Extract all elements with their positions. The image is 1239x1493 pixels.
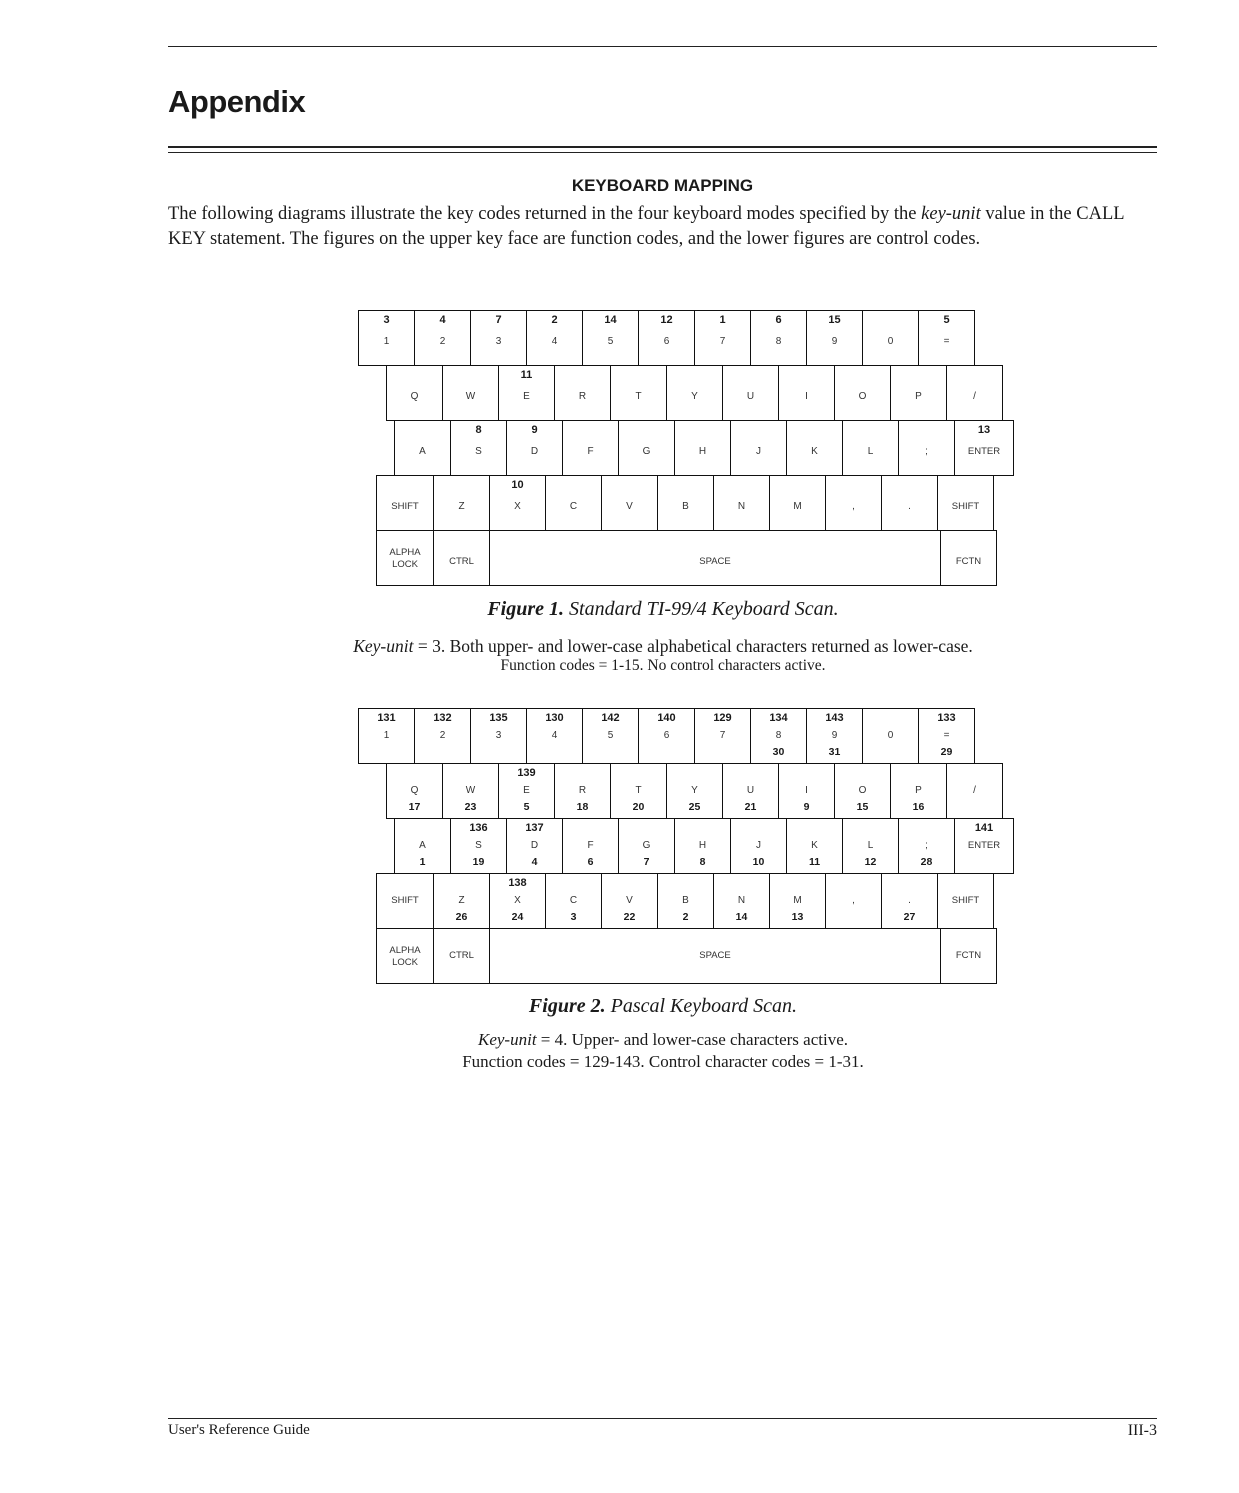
key-legend: 8 — [775, 730, 782, 741]
keyboard-mapping-heading: KEYBOARD MAPPING — [571, 176, 754, 195]
key-legend: T — [635, 785, 642, 796]
key-q — [386, 763, 443, 819]
key-s — [450, 420, 507, 476]
control-code: 30 — [772, 746, 785, 758]
key-u — [722, 763, 779, 819]
key-legend: ALPHA LOCK — [389, 944, 421, 968]
key-0 — [862, 708, 919, 764]
key-s — [450, 818, 507, 874]
control-code: 18 — [576, 801, 589, 813]
figure-1-caption — [168, 598, 1158, 621]
key-legend: 7 — [719, 730, 726, 741]
control-code: 2 — [682, 911, 689, 923]
function-code: 5 — [943, 314, 950, 326]
key-t — [610, 365, 667, 421]
key-u — [722, 365, 779, 421]
key-legend: V — [626, 501, 633, 512]
key-legend: , — [852, 895, 855, 906]
key-legend: J — [756, 446, 761, 457]
key-b — [657, 475, 714, 531]
key-space — [489, 530, 941, 586]
function-code: 141 — [974, 822, 994, 834]
function-code: 13 — [977, 424, 991, 436]
figure-2-keyunit: Key-unit — [478, 1030, 537, 1049]
function-code: 2 — [551, 314, 558, 326]
key-legend: U — [746, 391, 755, 402]
key-legend: = — [943, 336, 950, 347]
control-code: 8 — [699, 856, 706, 868]
key-legend: S — [475, 446, 482, 457]
control-code: 28 — [920, 856, 933, 868]
control-code: 11 — [808, 856, 821, 868]
key-p — [890, 365, 947, 421]
key-7 — [694, 310, 751, 366]
key-4 — [526, 708, 583, 764]
key-3 — [470, 310, 527, 366]
function-code: 129 — [713, 712, 732, 724]
key-9 — [806, 310, 863, 366]
key-space — [489, 928, 941, 984]
key-alpha-lock — [376, 530, 434, 586]
title-rule-thin — [168, 152, 1157, 153]
control-code: 19 — [472, 856, 485, 868]
key-legend: K — [811, 446, 818, 457]
footer-guide-title: User's Reference Guide — [168, 1422, 310, 1438]
key-b — [657, 873, 714, 929]
key-enter — [954, 420, 1014, 476]
figure-1-desc-rest: = 3. Both upper- and lower-case alphabetical characters returned as lower-case. — [413, 636, 973, 656]
function-code: 130 — [545, 712, 564, 724]
key-legend: Z — [458, 895, 465, 906]
key-legend: 0 — [887, 336, 894, 347]
key-j — [730, 818, 787, 874]
control-code: 7 — [643, 856, 650, 868]
control-code: 1 — [419, 856, 426, 868]
key-legend: 5 — [607, 730, 614, 741]
key-legend: V — [626, 895, 633, 906]
key-legend: ; — [925, 446, 928, 457]
key-legend: 2 — [439, 730, 446, 741]
control-code: 27 — [903, 911, 916, 923]
control-code: 17 — [408, 801, 421, 813]
key-i — [778, 763, 835, 819]
function-code: 134 — [769, 712, 788, 724]
control-code: 21 — [744, 801, 757, 813]
key-legend: Z — [458, 501, 465, 512]
key-5 — [582, 310, 639, 366]
key-c — [545, 873, 602, 929]
key-legend: C — [569, 501, 578, 512]
control-code: 9 — [803, 801, 810, 813]
control-code: 20 — [632, 801, 645, 813]
figure-1-label: Figure 1. — [487, 598, 565, 620]
key-8 — [750, 708, 807, 764]
key-w — [442, 763, 499, 819]
key-shift — [937, 475, 994, 531]
intro-text-2: value in the CALL KEY statement. The figures on the upper key face are function codes, and the lower figures are control codes. — [168, 204, 1124, 249]
key-alpha-lock — [376, 928, 434, 984]
key-9 — [806, 708, 863, 764]
control-code: 15 — [856, 801, 869, 813]
key-legend: I — [805, 785, 808, 796]
key-legend: F — [587, 446, 594, 457]
key-legend: ENTER — [967, 840, 1001, 851]
key-y — [666, 763, 723, 819]
control-code: 6 — [587, 856, 594, 868]
key-k — [786, 420, 843, 476]
key-legend: FCTN — [955, 950, 982, 961]
key-legend: O — [858, 785, 867, 796]
control-code: 16 — [912, 801, 925, 813]
key-legend: H — [698, 446, 707, 457]
key-legend: Q — [410, 785, 419, 796]
control-code: 23 — [464, 801, 477, 813]
key-5 — [582, 708, 639, 764]
control-code: 5 — [523, 801, 530, 813]
function-code: 138 — [508, 877, 527, 889]
key-d — [506, 420, 563, 476]
key-legend: N — [737, 501, 746, 512]
control-code: 13 — [791, 911, 804, 923]
key-legend: X — [514, 895, 521, 906]
key-symbol — [881, 475, 938, 531]
key-legend: F — [587, 840, 594, 851]
key-legend: SHIFT — [951, 895, 980, 906]
intro-paragraph — [168, 202, 1158, 252]
key-symbol — [918, 708, 975, 764]
figure-1-title: Standard TI-99/4 Keyboard Scan. — [569, 598, 839, 620]
key-legend: K — [811, 840, 818, 851]
key-legend: G — [642, 840, 651, 851]
key-legend: 1 — [383, 336, 390, 347]
key-legend: SPACE — [699, 950, 731, 961]
function-code: 10 — [511, 479, 524, 491]
intro-text-1: The following diagrams illustrate the key codes returned in the four keyboard modes specified by the — [168, 204, 922, 224]
top-rule — [168, 46, 1157, 47]
key-g — [618, 818, 675, 874]
function-code: 8 — [475, 424, 482, 436]
key-legend: G — [642, 446, 651, 457]
key-q — [386, 365, 443, 421]
key-legend: / — [973, 785, 976, 796]
key-legend: = — [943, 730, 950, 741]
key-0 — [862, 310, 919, 366]
key-v — [601, 873, 658, 929]
key-legend: 7 — [719, 336, 726, 347]
key-r — [554, 763, 611, 819]
key-f — [562, 818, 619, 874]
key-4 — [526, 310, 583, 366]
function-code: 14 — [604, 314, 617, 326]
figure-2-description-1 — [168, 1030, 1158, 1050]
function-code: 9 — [531, 424, 538, 436]
key-legend: / — [973, 391, 976, 402]
key-legend: M — [793, 895, 802, 906]
key-enter — [954, 818, 1014, 874]
key-z — [433, 475, 490, 531]
key-legend: 6 — [663, 336, 670, 347]
key-1 — [358, 708, 415, 764]
function-code: 135 — [489, 712, 508, 724]
key-legend: 5 — [607, 336, 614, 347]
key-legend: 9 — [831, 336, 838, 347]
key-o — [834, 365, 891, 421]
function-code: 143 — [825, 712, 844, 724]
key-legend: A — [419, 446, 426, 457]
key-n — [713, 475, 770, 531]
key-k — [786, 818, 843, 874]
key-e — [498, 365, 555, 421]
key-legend: L — [867, 840, 874, 851]
key-shift — [376, 475, 434, 531]
key-fctn — [940, 530, 997, 586]
key-2 — [414, 310, 471, 366]
key-legend: M — [793, 501, 802, 512]
key-symbol — [881, 873, 938, 929]
key-legend: B — [682, 895, 689, 906]
key-legend: E — [523, 785, 530, 796]
function-code: 6 — [775, 314, 782, 326]
control-code: 14 — [735, 911, 748, 923]
key-legend: D — [530, 446, 539, 457]
key-legend: 4 — [551, 336, 558, 347]
key-1 — [358, 310, 415, 366]
key-legend: X — [514, 501, 521, 512]
key-i — [778, 365, 835, 421]
key-fctn — [940, 928, 997, 984]
key-symbol — [946, 763, 1003, 819]
key-legend: CTRL — [449, 556, 474, 567]
key-legend: . — [908, 501, 911, 512]
key-legend: U — [746, 785, 755, 796]
figure-1-description-1 — [168, 636, 1158, 656]
key-legend: 6 — [663, 730, 670, 741]
key-h — [674, 420, 731, 476]
key-symbol — [918, 310, 975, 366]
function-code: 132 — [433, 712, 452, 724]
key-w — [442, 365, 499, 421]
figure-1-keyunit: Key-unit — [353, 636, 414, 656]
key-legend: C — [569, 895, 578, 906]
key-n — [713, 873, 770, 929]
key-x — [489, 475, 546, 531]
key-legend: O — [858, 391, 867, 402]
key-6 — [638, 708, 695, 764]
function-code: 140 — [657, 712, 676, 724]
function-code: 11 — [520, 369, 533, 381]
key-legend: T — [635, 391, 642, 402]
key-symbol — [825, 873, 882, 929]
key-legend: 3 — [495, 730, 502, 741]
key-legend: N — [737, 895, 746, 906]
control-code: 25 — [688, 801, 701, 813]
key-c — [545, 475, 602, 531]
key-legend: SPACE — [699, 556, 731, 567]
key-legend: 2 — [439, 336, 446, 347]
key-legend: CTRL — [449, 950, 474, 961]
key-legend: SHIFT — [391, 895, 419, 906]
control-code: 26 — [455, 911, 468, 923]
function-code: 15 — [828, 314, 841, 326]
key-legend: P — [915, 391, 922, 402]
key-3 — [470, 708, 527, 764]
key-a — [394, 420, 451, 476]
key-legend: 0 — [887, 730, 894, 741]
function-code: 137 — [525, 822, 544, 834]
section-title: Appendix — [168, 84, 306, 119]
key-m — [769, 475, 826, 531]
figure-2-desc-rest: = 4. Upper- and lower-case characters active. — [536, 1030, 848, 1049]
figure-2-description-2: Function codes = 129-143. Control character codes = 1-31. — [462, 1052, 864, 1071]
function-code: 131 — [377, 712, 396, 724]
key-f — [562, 420, 619, 476]
key-6 — [638, 310, 695, 366]
function-code: 142 — [601, 712, 620, 724]
key-legend: ALPHA LOCK — [389, 546, 421, 570]
key-legend: 9 — [831, 730, 838, 741]
key-legend: , — [852, 501, 855, 512]
key-symbol — [898, 818, 955, 874]
function-code: 4 — [439, 314, 446, 326]
key-legend: 4 — [551, 730, 558, 741]
key-legend: R — [578, 785, 587, 796]
key-legend: R — [578, 391, 587, 402]
key-legend: SHIFT — [951, 501, 980, 512]
footer-page-number: III-3 — [1127, 1422, 1157, 1439]
key-legend: W — [465, 785, 476, 796]
figure-1-description-2: Function codes = 1-15. No control characters active. — [500, 657, 826, 674]
key-legend: Y — [691, 391, 698, 402]
function-code: 7 — [495, 314, 502, 326]
control-code: 12 — [864, 856, 877, 868]
key-legend: J — [756, 840, 761, 851]
control-code: 31 — [828, 746, 841, 758]
intro-keyword: key-unit — [921, 204, 981, 224]
key-y — [666, 365, 723, 421]
function-code: 12 — [660, 314, 673, 326]
key-symbol — [825, 475, 882, 531]
key-legend: 8 — [775, 336, 782, 347]
key-legend: S — [475, 840, 482, 851]
control-code: 3 — [570, 911, 577, 923]
key-l — [842, 818, 899, 874]
function-code: 139 — [517, 767, 536, 779]
key-legend: H — [698, 840, 707, 851]
key-j — [730, 420, 787, 476]
key-legend: FCTN — [955, 556, 982, 567]
key-shift — [376, 873, 434, 929]
key-p — [890, 763, 947, 819]
key-2 — [414, 708, 471, 764]
key-o — [834, 763, 891, 819]
key-legend: W — [465, 391, 476, 402]
footer-rule — [168, 1418, 1157, 1419]
key-m — [769, 873, 826, 929]
key-legend: A — [419, 840, 426, 851]
key-legend: E — [523, 391, 530, 402]
key-x — [489, 873, 546, 929]
title-rule-thick — [168, 146, 1157, 148]
key-legend: Q — [410, 391, 419, 402]
key-symbol — [898, 420, 955, 476]
key-r — [554, 365, 611, 421]
key-7 — [694, 708, 751, 764]
key-8 — [750, 310, 807, 366]
key-legend: ENTER — [967, 446, 1001, 457]
key-legend: B — [682, 501, 689, 512]
function-code: 136 — [469, 822, 488, 834]
key-legend: ; — [925, 840, 928, 851]
key-legend: D — [530, 840, 539, 851]
key-g — [618, 420, 675, 476]
control-code: 10 — [752, 856, 765, 868]
key-legend: . — [908, 895, 911, 906]
key-d — [506, 818, 563, 874]
key-l — [842, 420, 899, 476]
key-legend: Y — [691, 785, 698, 796]
key-legend: 1 — [383, 730, 390, 741]
key-legend: L — [867, 446, 874, 457]
figure-2-caption — [168, 995, 1158, 1018]
key-t — [610, 763, 667, 819]
control-code: 4 — [531, 856, 538, 868]
control-code: 29 — [940, 746, 953, 758]
function-code: 133 — [937, 712, 956, 724]
key-legend: SHIFT — [391, 501, 419, 512]
key-symbol — [946, 365, 1003, 421]
key-v — [601, 475, 658, 531]
key-legend: 3 — [495, 336, 502, 347]
function-code: 1 — [719, 314, 726, 326]
function-code: 3 — [383, 314, 390, 326]
key-ctrl — [433, 530, 490, 586]
key-legend: P — [915, 785, 922, 796]
key-legend: I — [805, 391, 808, 402]
key-a — [394, 818, 451, 874]
control-code: 22 — [623, 911, 636, 923]
control-code: 24 — [511, 911, 524, 923]
key-z — [433, 873, 490, 929]
key-ctrl — [433, 928, 490, 984]
key-e — [498, 763, 555, 819]
key-shift — [937, 873, 994, 929]
figure-2-title: Pascal Keyboard Scan. — [610, 995, 798, 1017]
key-h — [674, 818, 731, 874]
figure-2-label: Figure 2. — [528, 995, 606, 1017]
